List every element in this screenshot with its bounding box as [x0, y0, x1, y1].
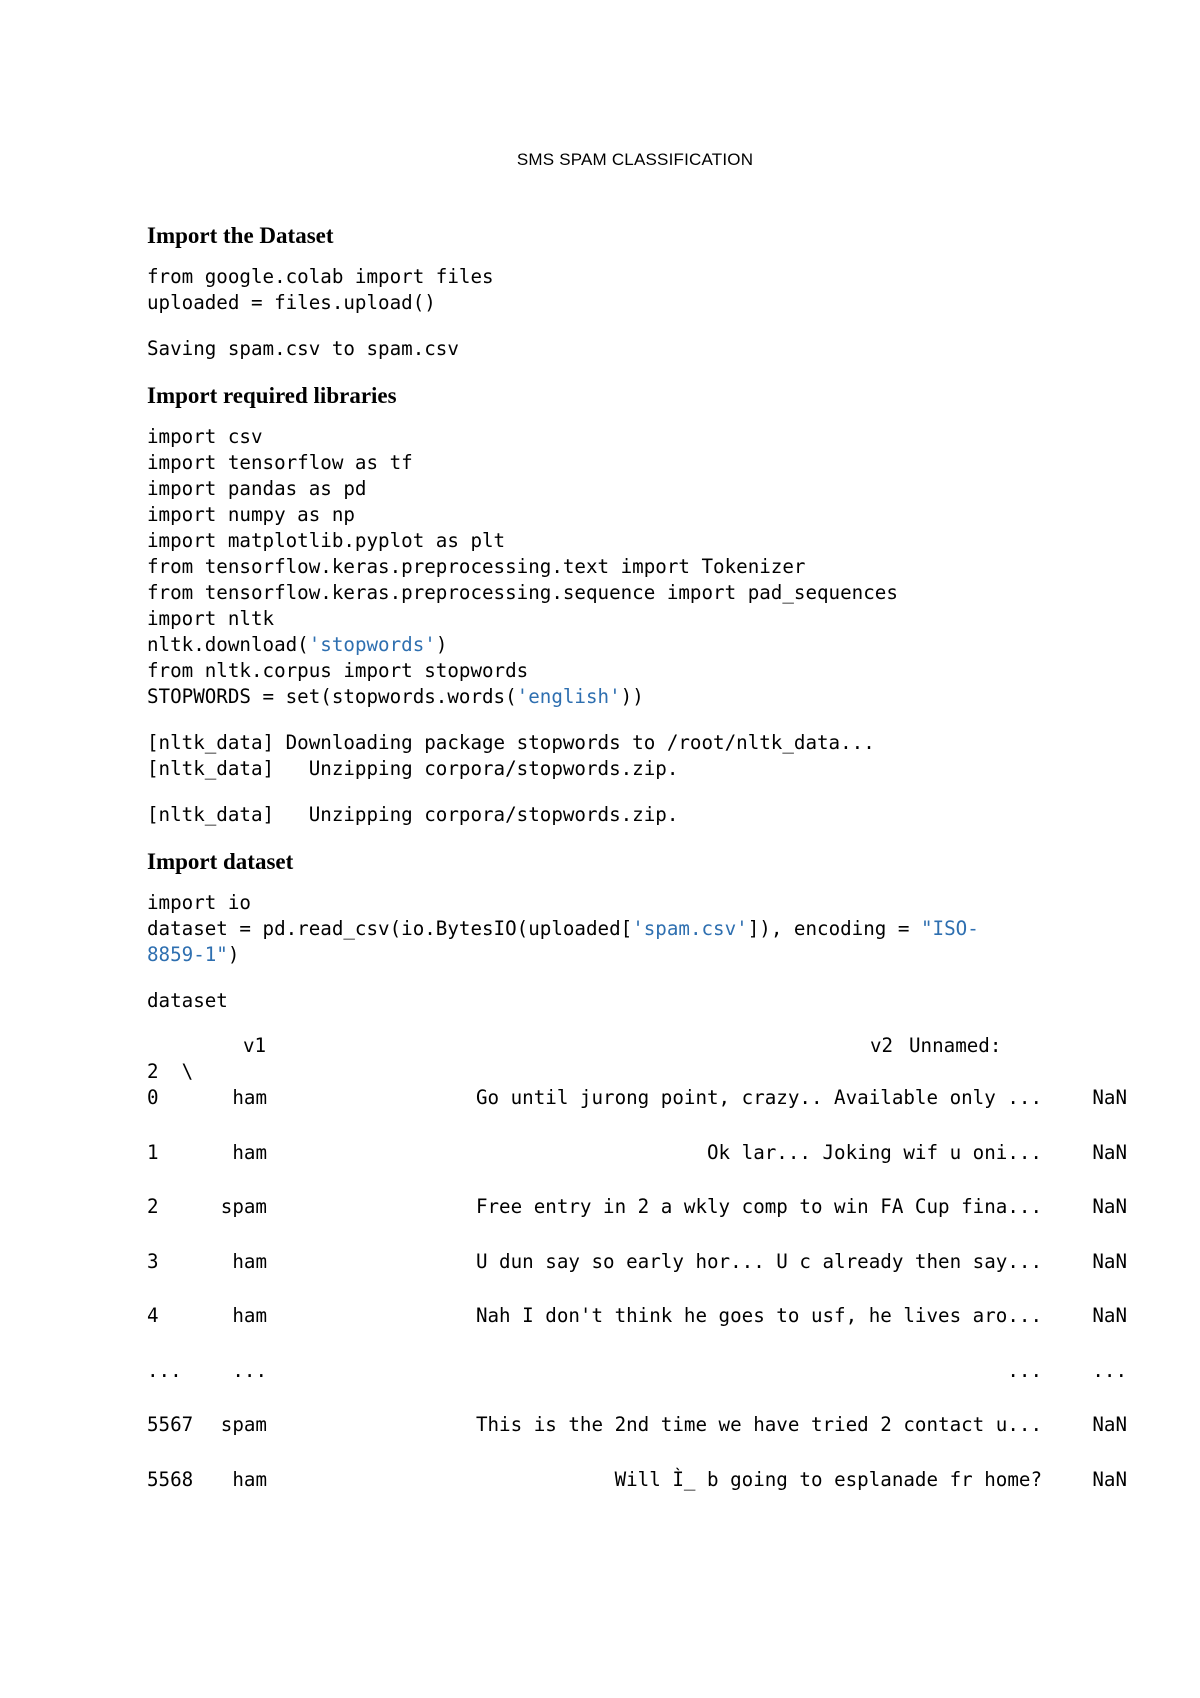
code-token: )): [620, 685, 644, 708]
code-line: import numpy as np: [147, 503, 355, 526]
output-nltk-download: [147, 730, 1047, 782]
string-literal: 'stopwords': [308, 633, 436, 656]
table-row: [147, 1140, 1127, 1196]
cell-v2: U dun say so early hor... U c already then say...: [475, 1249, 1042, 1273]
cell-v2: ...: [1007, 1358, 1042, 1382]
cell-unnamed: NaN: [1092, 1467, 1127, 1491]
code-block-read-csv: [147, 890, 1047, 968]
column-header-v1: v1: [243, 1034, 267, 1057]
document-body: [147, 222, 1127, 1522]
code-line-nltk-download: [147, 632, 1047, 658]
cell-unnamed: NaN: [1092, 1086, 1127, 1109]
cell-v1: spam: [220, 1195, 267, 1218]
code-token: nltk.download(: [147, 633, 309, 656]
cell-v1: ham: [232, 1467, 267, 1491]
row-index: 5568: [147, 1467, 194, 1491]
code-line: import pandas as pd: [147, 477, 367, 500]
code-token: ): [227, 943, 240, 966]
string-literal: 'english': [516, 685, 621, 708]
section-heading-import-dataset-2: Import dataset: [147, 849, 294, 874]
code-line-stopwords: [147, 684, 1047, 710]
cell-v2: Nah I don't think he goes to usf, he lives aro...: [475, 1304, 1042, 1327]
dataframe-output: [147, 1034, 1127, 1522]
code-line: uploaded = files.upload(): [147, 291, 436, 314]
row-index: 3: [147, 1249, 159, 1273]
document-title: SMS SPAM CLASSIFICATION: [516, 150, 754, 169]
code-line: import nltk: [147, 607, 275, 630]
cell-unnamed: NaN: [1092, 1140, 1127, 1164]
string-literal: 8859-1": [147, 943, 228, 966]
cell-v1: ham: [232, 1249, 267, 1273]
string-literal: "ISO-: [921, 917, 979, 940]
cell-v2: Free entry in 2 a wkly comp to win FA Cup fina...: [475, 1195, 1042, 1218]
column-header-v2: v2: [870, 1034, 894, 1057]
row-index: ...: [147, 1358, 182, 1382]
row-index: 4: [147, 1304, 159, 1327]
output-line: [nltk_data] Downloading package stopwords to /root/nltk_data...: [147, 731, 875, 754]
code-line: from tensorflow.keras.preprocessing.text import Tokenizer: [147, 555, 806, 578]
output-upload: Saving spam.csv to spam.csv: [147, 337, 459, 360]
code-line: from tensorflow.keras.preprocessing.sequence import pad_sequences: [147, 581, 898, 604]
string-literal: 'spam.csv': [632, 917, 748, 940]
output-line: [nltk_data] Unzipping corpora/stopwords.zip.: [147, 757, 679, 780]
section-heading-import-dataset: Import the Dataset: [147, 223, 334, 248]
cell-v1: ...: [232, 1358, 267, 1382]
cell-unnamed: ...: [1092, 1358, 1127, 1382]
cell-v2: Go until jurong point, crazy.. Available only ...: [475, 1086, 1042, 1109]
code-line: from google.colab import files: [147, 265, 494, 288]
cell-unnamed: NaN: [1092, 1304, 1127, 1327]
section-heading-import-libraries: Import required libraries: [147, 383, 397, 408]
column-header-unnamed: Unnamed:: [909, 1034, 1002, 1057]
cell-unnamed: NaN: [1092, 1195, 1127, 1218]
code-block-imports: [147, 424, 1047, 710]
table-row: [147, 1304, 1127, 1359]
dataframe-rows: [147, 1086, 1127, 1522]
code-token: dataset = pd.read_csv(io.BytesIO(uploaded[: [147, 917, 633, 940]
cell-v1: ham: [232, 1086, 267, 1109]
table-row: [147, 1195, 1127, 1250]
dataframe-header: [147, 1034, 1047, 1086]
row-index: 5567: [147, 1413, 194, 1436]
table-row: [147, 1086, 1127, 1141]
code-line-read-csv: [147, 916, 1047, 942]
code-block-dataset: dataset: [147, 989, 228, 1012]
code-line: import csv: [147, 425, 263, 448]
code-token: ): [435, 633, 448, 656]
cell-unnamed: NaN: [1092, 1413, 1127, 1436]
table-row: [147, 1413, 1127, 1468]
row-index: 0: [147, 1086, 159, 1109]
code-token: STOPWORDS = set(stopwords.words(: [147, 685, 517, 708]
table-row: [147, 1249, 1127, 1305]
code-token: ]), encoding =: [747, 917, 921, 940]
cell-v2: Ok lar... Joking wif u oni...: [706, 1140, 1042, 1164]
code-line: import matplotlib.pyplot as plt: [147, 529, 506, 552]
table-row: [147, 1358, 1127, 1414]
cell-v1: spam: [220, 1413, 267, 1436]
cell-v2: Will Ì_ b going to esplanade fr home?: [614, 1467, 1042, 1491]
code-line: import tensorflow as tf: [147, 451, 413, 474]
output-nltk-unzip: [nltk_data] Unzipping corpora/stopwords.zip.: [147, 803, 679, 826]
cell-unnamed: NaN: [1092, 1249, 1127, 1273]
cell-v1: ham: [232, 1140, 267, 1164]
cell-v1: ham: [232, 1304, 267, 1327]
cell-v2: This is the 2nd time we have tried 2 contact u...: [475, 1413, 1042, 1436]
code-line-read-csv-cont: [147, 942, 1047, 968]
code-line: from nltk.corpus import stopwords: [147, 659, 529, 682]
table-row: [147, 1467, 1127, 1523]
column-header-continuation: 2 \: [147, 1060, 194, 1083]
row-index: 1: [147, 1140, 159, 1164]
code-block-upload: [147, 264, 1047, 316]
row-index: 2: [147, 1195, 159, 1218]
code-line: import io: [147, 891, 251, 914]
